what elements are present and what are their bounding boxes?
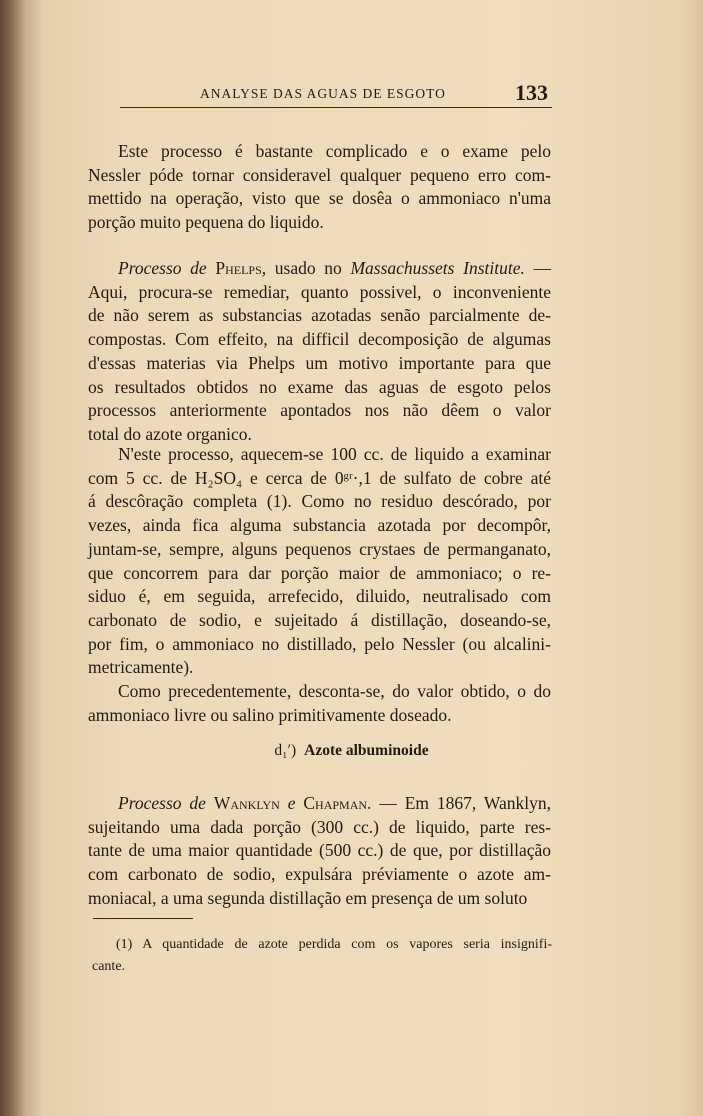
- text-line: ammoniaco livre ou salino primitivamente doseado.: [88, 704, 452, 725]
- page-number: 133: [515, 80, 548, 105]
- text-line: moniacal, a uma segunda distillação em presença de um soluto: [88, 887, 528, 908]
- paragraph-3: [88, 443, 551, 680]
- institution-name: Massachussets Institute.: [350, 258, 525, 278]
- text-line: com 5 cc. de H₂SO₄ e cerca de 0ᵍʳ·,1 de sulfato de cobre até: [88, 467, 551, 488]
- paragraph-5: [88, 792, 551, 911]
- paragraph-2: [88, 257, 551, 447]
- author-name: Phelps: [215, 258, 262, 278]
- running-title: ANALYSE DAS AGUAS DE ESGOTO: [200, 86, 446, 101]
- lead-text: , usado no: [261, 258, 351, 278]
- section-heading: [0, 742, 703, 760]
- text-line: siduo é, em seguida, arrefecido, diluido, neutralisado com: [88, 586, 551, 607]
- paragraph-lead: [88, 257, 551, 281]
- text-line: Este processo é bastante complicado e o exame pelo: [118, 141, 551, 161]
- lead-text: . — Em 1867, Wanklyn,: [367, 793, 551, 813]
- text-line: metricamente).: [88, 657, 194, 678]
- text-line: Nessler póde tornar consideravel qualquer pequeno erro com-: [88, 164, 551, 185]
- text-line: com carbonato de sodio, expulsára préviamente o azote am-: [88, 864, 551, 885]
- lead-italic: e: [279, 793, 304, 813]
- header-rule: [120, 107, 552, 108]
- lead-dash: —: [524, 258, 552, 278]
- text-line: carbonato de sodio, e sujeitado á distillação, doseando-se,: [88, 609, 551, 630]
- text-line: porção muito pequena do liquido.: [88, 212, 324, 233]
- text-line: que concorrem para dar porção maior de ammoniaco; o re-: [88, 562, 551, 583]
- section-label: Azote albuminoide: [304, 742, 429, 759]
- section-prefix: d₁′): [274, 742, 297, 759]
- text-line: vezes, ainda fica alguma substancia azotada por decompôr,: [88, 515, 551, 536]
- text-line: por fim, o ammoniaco no distillado, pelo Nessler (ou alcalini-: [88, 633, 551, 654]
- text-line: N'este processo, aquecem-se 100 cc. de liquido a examinar: [118, 444, 551, 464]
- text-line: de não serem as substancias azotadas senão parcialmente de-: [88, 305, 551, 326]
- footnote-rule: [93, 918, 193, 919]
- author-name: Chapman: [303, 793, 368, 813]
- text-line: total do azote organico.: [88, 423, 252, 444]
- text-line: Como precedentemente, desconta-se, do valor obtido, o do: [118, 681, 551, 701]
- author-name: Wanklyn: [213, 793, 280, 813]
- paragraph-1: [88, 140, 551, 235]
- text-line: d'essas materias via Phelps um motivo importante para que: [88, 352, 551, 373]
- text-line: processos anteriormente apontados nos não dêem o valor: [88, 400, 551, 421]
- lead-italic: Processo de: [118, 793, 214, 813]
- text-line: á descôração completa (1). Como no residuo descórado, por: [88, 491, 551, 512]
- paragraph-4: [88, 680, 551, 727]
- running-head: [120, 80, 552, 108]
- text-line: compostas. Com effeito, na difficil decomposição de algumas: [88, 329, 551, 350]
- text-line: Aqui, procura-se remediar, quanto possivel, o inconveniente: [88, 281, 551, 302]
- text-line: mettido na operação, visto que se dosêa o ammoniaco n'uma: [88, 188, 551, 209]
- text-line: sujeitando uma dada porção (300 cc.) de liquido, parte res-: [88, 816, 551, 837]
- paragraph-lead: [88, 792, 551, 816]
- text-line: tante de uma maior quantidade (500 cc.) de que, por distillação: [88, 840, 551, 861]
- footnote-line: (1) A quantidade de azote perdida com os vapores seria insignifi-: [116, 937, 552, 952]
- footnote: [92, 934, 552, 978]
- lead-italic: Processo de: [118, 258, 216, 278]
- footnote-line: cante.: [92, 959, 126, 974]
- text-line: juntam-se, sempre, alguns pequenos crystaes de permanganato,: [88, 538, 551, 559]
- text-line: os resultados obtidos no exame das aguas de esgoto pelos: [88, 376, 551, 397]
